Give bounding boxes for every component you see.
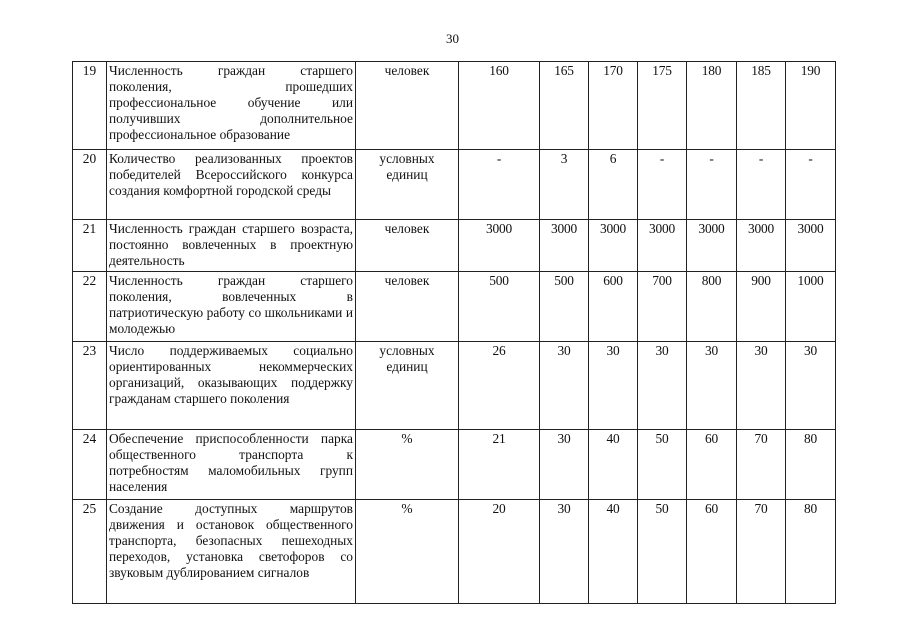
value-cell: 175 <box>638 62 687 150</box>
value-cell: 900 <box>737 272 786 342</box>
value-cell: 30 <box>540 430 589 500</box>
value-cell: 70 <box>737 430 786 500</box>
indicator-name: Численность граждан старшего поколения, прошедших профессиональное обучение или получивших дополнительное профессиональное образование <box>107 62 356 150</box>
indicator-name: Число поддерживаемых социально ориентированных некоммерческих организаций, оказывающих поддержку гражданам старшего поколения <box>107 342 356 430</box>
indicator-name: Численность граждан старшего поколения, вовлеченных в патриотическую работу со школьниками и молодежью <box>107 272 356 342</box>
row-number: 21 <box>73 220 107 272</box>
indicators-table <box>72 61 836 604</box>
value-cell: 3000 <box>737 220 786 272</box>
table-row <box>73 430 836 500</box>
value-cell: 30 <box>540 342 589 430</box>
value-cell: 600 <box>589 272 638 342</box>
value-cell: 3000 <box>459 220 540 272</box>
value-cell: 180 <box>687 62 737 150</box>
row-number: 24 <box>73 430 107 500</box>
value-cell: 3000 <box>638 220 687 272</box>
row-number: 25 <box>73 500 107 604</box>
value-cell: 50 <box>638 430 687 500</box>
value-cell: - <box>687 150 737 220</box>
row-number: 23 <box>73 342 107 430</box>
unit-cell: условных единиц <box>356 342 459 430</box>
table-row <box>73 272 836 342</box>
indicator-name: Создание доступных маршрутов движения и остановок общественного транспорта, безопасных пешеходных переходов, установка светофоров со звуковым дублированием сигналов <box>107 500 356 604</box>
value-cell: 20 <box>459 500 540 604</box>
value-cell: 1000 <box>786 272 836 342</box>
value-cell: - <box>459 150 540 220</box>
value-cell: 185 <box>737 62 786 150</box>
value-cell: 30 <box>540 500 589 604</box>
unit-cell: % <box>356 500 459 604</box>
value-cell: 30 <box>786 342 836 430</box>
value-cell: 700 <box>638 272 687 342</box>
value-cell: 165 <box>540 62 589 150</box>
row-number: 20 <box>73 150 107 220</box>
value-cell: 6 <box>589 150 638 220</box>
value-cell: 500 <box>540 272 589 342</box>
value-cell: - <box>737 150 786 220</box>
indicator-name: Численность граждан старшего возраста, постоянно вовлеченных в проектную деятельность <box>107 220 356 272</box>
value-cell: 60 <box>687 500 737 604</box>
unit-cell: % <box>356 430 459 500</box>
value-cell: 80 <box>786 430 836 500</box>
value-cell: 30 <box>687 342 737 430</box>
value-cell: 26 <box>459 342 540 430</box>
value-cell: 500 <box>459 272 540 342</box>
value-cell: 3000 <box>540 220 589 272</box>
table-row <box>73 342 836 430</box>
value-cell: 190 <box>786 62 836 150</box>
table-row <box>73 150 836 220</box>
row-number: 22 <box>73 272 107 342</box>
value-cell: 80 <box>786 500 836 604</box>
value-cell: 3000 <box>589 220 638 272</box>
value-cell: 800 <box>687 272 737 342</box>
row-number: 19 <box>73 62 107 150</box>
indicator-name: Количество реализованных проектов победителей Всероссийского конкурса создания комфортной городской среды <box>107 150 356 220</box>
unit-cell: человек <box>356 220 459 272</box>
value-cell: 30 <box>737 342 786 430</box>
value-cell: 70 <box>737 500 786 604</box>
value-cell: 30 <box>638 342 687 430</box>
value-cell: - <box>638 150 687 220</box>
table-row <box>73 500 836 604</box>
unit-cell: человек <box>356 62 459 150</box>
value-cell: 21 <box>459 430 540 500</box>
table-row <box>73 62 836 150</box>
value-cell: 30 <box>589 342 638 430</box>
value-cell: - <box>786 150 836 220</box>
value-cell: 40 <box>589 430 638 500</box>
value-cell: 170 <box>589 62 638 150</box>
table-row <box>73 220 836 272</box>
value-cell: 3000 <box>687 220 737 272</box>
value-cell: 3000 <box>786 220 836 272</box>
value-cell: 3 <box>540 150 589 220</box>
value-cell: 160 <box>459 62 540 150</box>
value-cell: 50 <box>638 500 687 604</box>
value-cell: 60 <box>687 430 737 500</box>
page-number: 30 <box>446 31 459 46</box>
value-cell: 40 <box>589 500 638 604</box>
indicator-name: Обеспечение приспособленности парка общественного транспорта к потребностям маломобильных групп населения <box>107 430 356 500</box>
unit-cell: условных единиц <box>356 150 459 220</box>
unit-cell: человек <box>356 272 459 342</box>
